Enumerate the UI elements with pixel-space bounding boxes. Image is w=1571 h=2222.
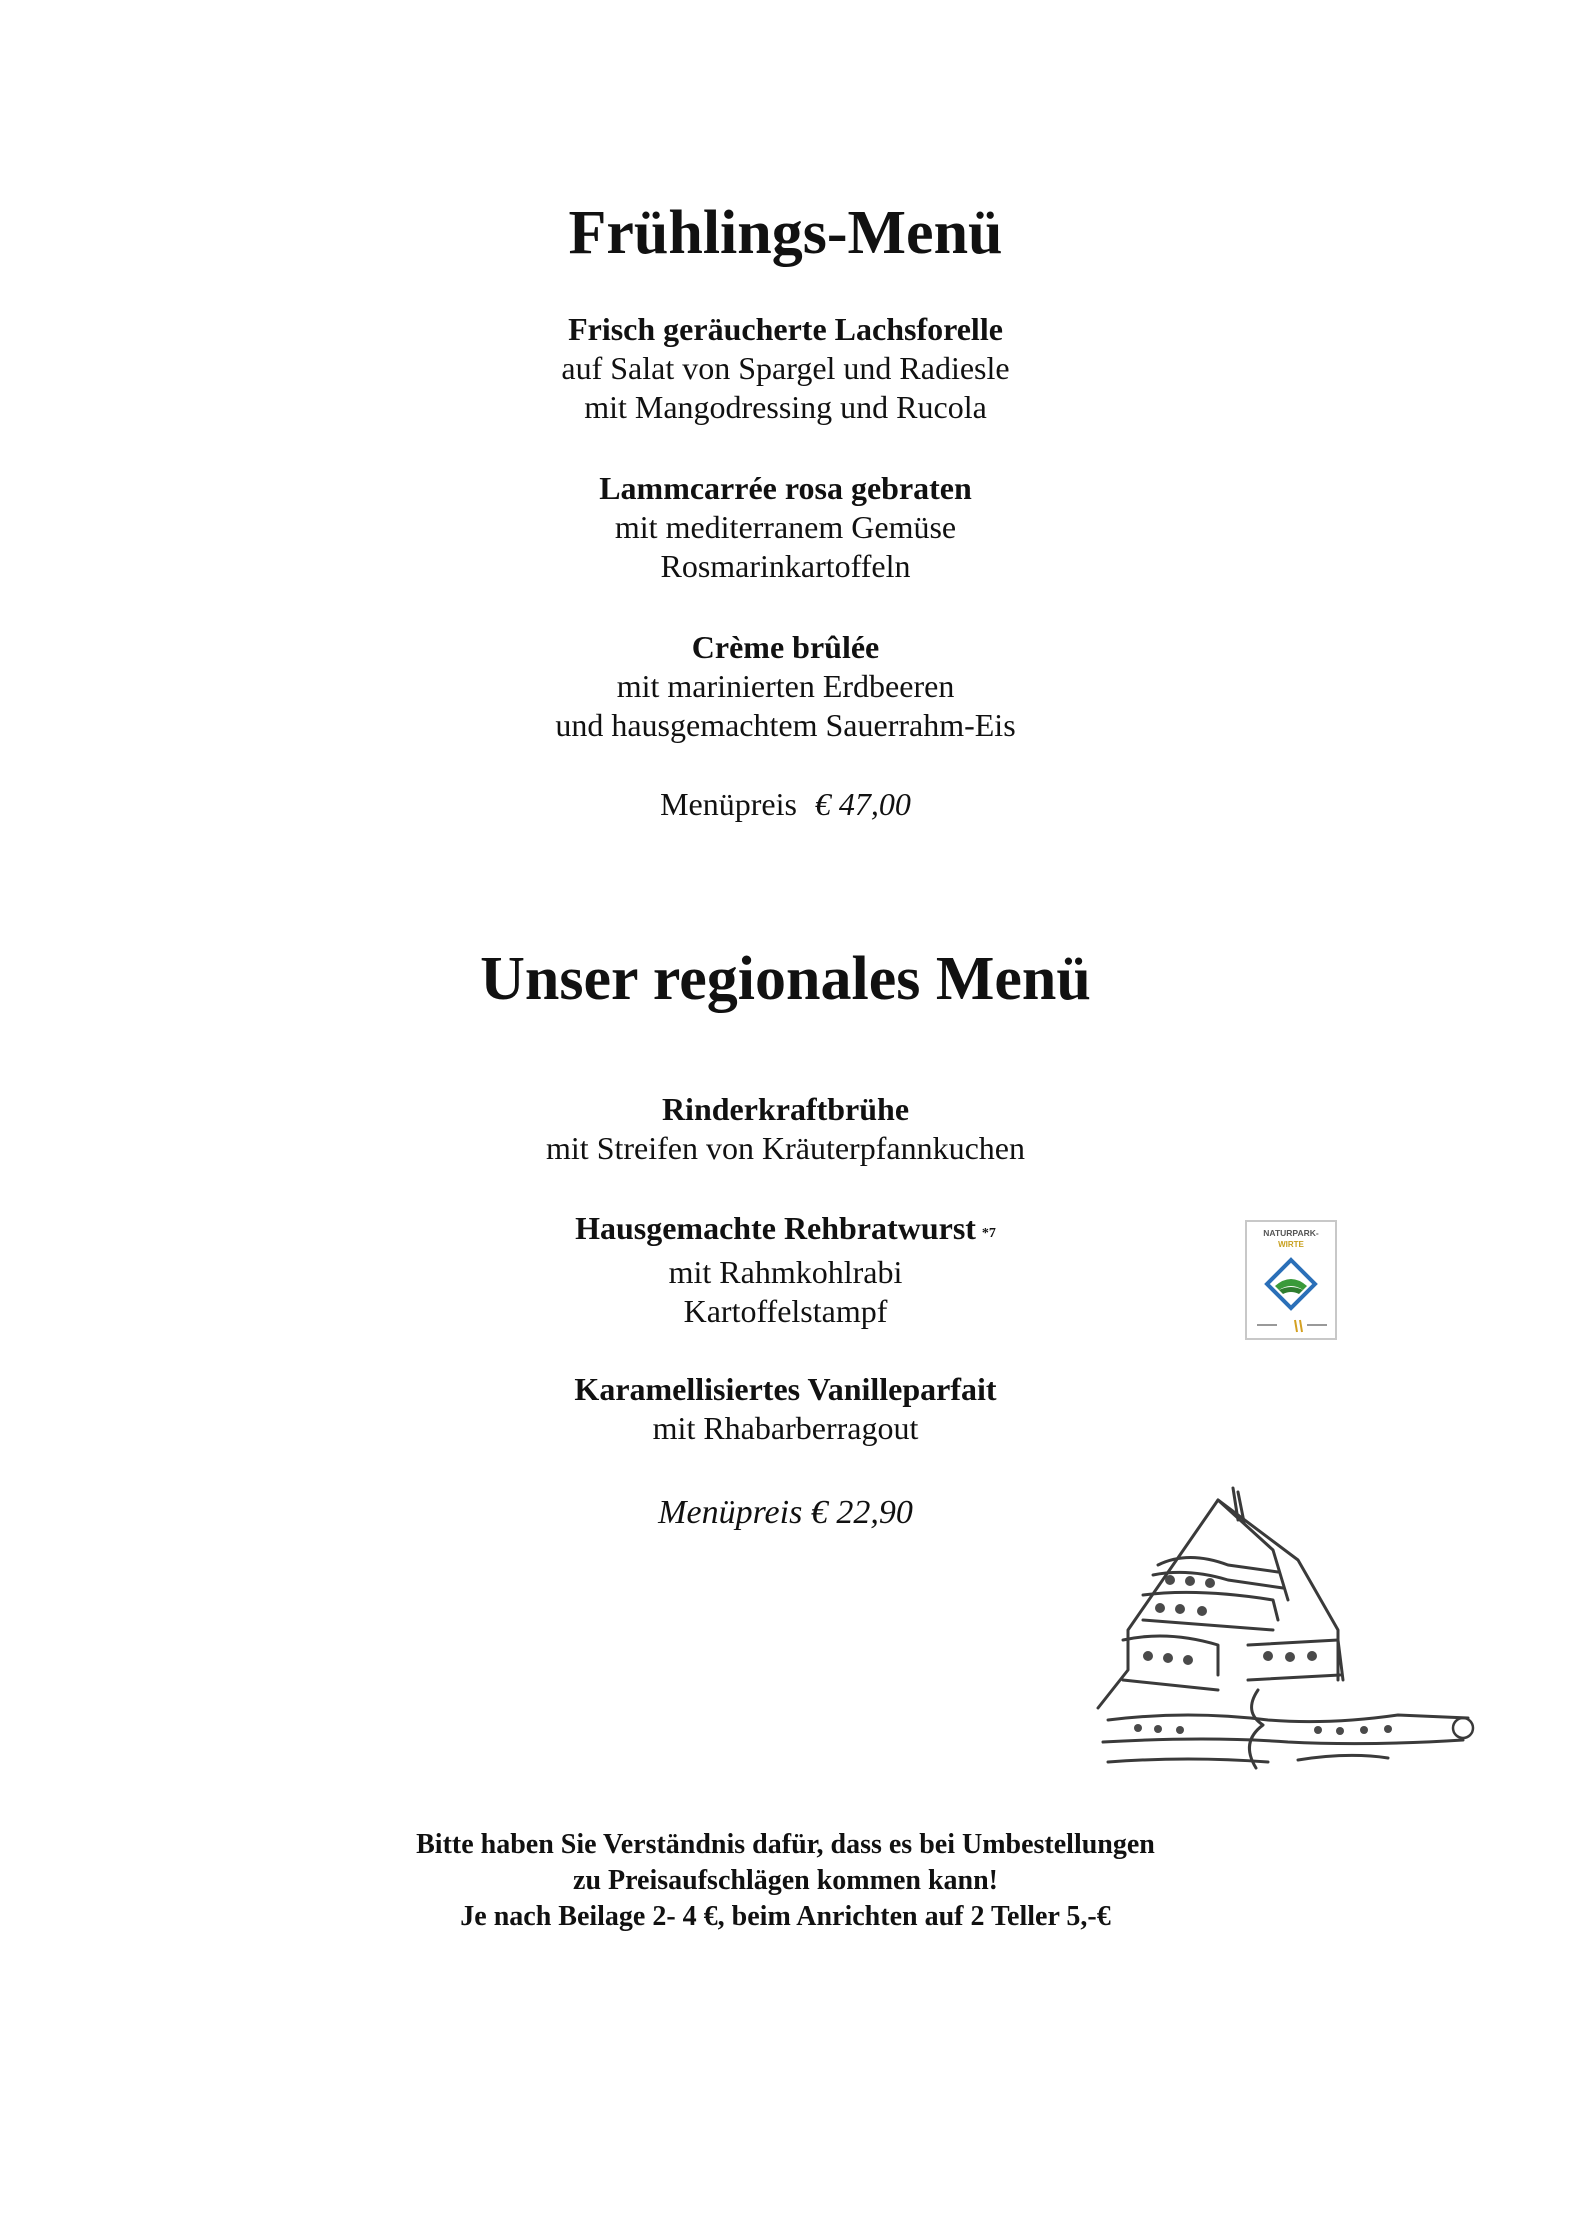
course-description: mit mediterranem Gemüse	[614, 509, 957, 545]
rebooking-notice	[0, 1827, 1571, 1935]
course-name: Crème brûlée	[691, 629, 880, 665]
notice-line: Bitte haben Sie Verständnis dafür, dass es bei Umbestellungen	[416, 1829, 1155, 1860]
course-description: Rosmarinkartoffeln	[660, 548, 911, 584]
notice-line: Je nach Beilage 2- 4 €, beim Anrichten auf 2 Teller 5,-€	[460, 1901, 1111, 1932]
course-description: mit Mangodressing und Rucola	[584, 389, 987, 425]
naturpark-wirte-logo-icon	[1245, 1220, 1337, 1340]
course-name: Rinderkraftbrühe	[661, 1091, 910, 1127]
regional-course-starter	[0, 1090, 1571, 1168]
regional-menu-price: Menüpreis € 22,90	[658, 1494, 913, 1531]
price-value: € 47,00	[814, 786, 911, 822]
course-name: Karamellisiertes Vanilleparfait	[574, 1371, 997, 1407]
course-description: mit Streifen von Kräuterpfannkuchen	[546, 1130, 1025, 1166]
course-description: mit marinierten Erdbeeren	[616, 668, 955, 704]
course-description: mit Rahmkohlrabi	[668, 1254, 903, 1290]
notice-line: zu Preisaufschlägen kommen kann!	[573, 1865, 998, 1896]
footnote-marker: *7	[981, 1226, 996, 1241]
house-sketch-illustration-icon	[1068, 1480, 1488, 1800]
course-description: Kartoffelstampf	[683, 1293, 888, 1329]
spring-course-main	[0, 469, 1571, 586]
regional-menu-title: Unser regionales Menü	[480, 945, 1091, 1013]
logo-text-line2: WIRTE	[1278, 1240, 1304, 1249]
spring-course-starter	[0, 310, 1571, 427]
course-name: Hausgemachte Rehbratwurst	[575, 1210, 976, 1246]
logo-text-line1: NATURPARK-	[1263, 1228, 1319, 1238]
regional-course-dessert	[0, 1370, 1571, 1448]
spring-menu-price	[0, 786, 1571, 823]
course-description: und hausgemachtem Sauerrahm-Eis	[555, 707, 1016, 743]
course-name: Frisch geräucherte Lachsforelle	[568, 311, 1003, 347]
spring-course-dessert	[0, 628, 1571, 745]
course-description: mit Rhabarberragout	[652, 1410, 919, 1446]
course-description: auf Salat von Spargel und Radiesle	[561, 350, 1010, 386]
price-label: Menüpreis	[660, 786, 797, 822]
spring-menu-title: Frühlings-Menü	[568, 199, 1003, 267]
course-name: Lammcarrée rosa gebraten	[599, 470, 972, 506]
